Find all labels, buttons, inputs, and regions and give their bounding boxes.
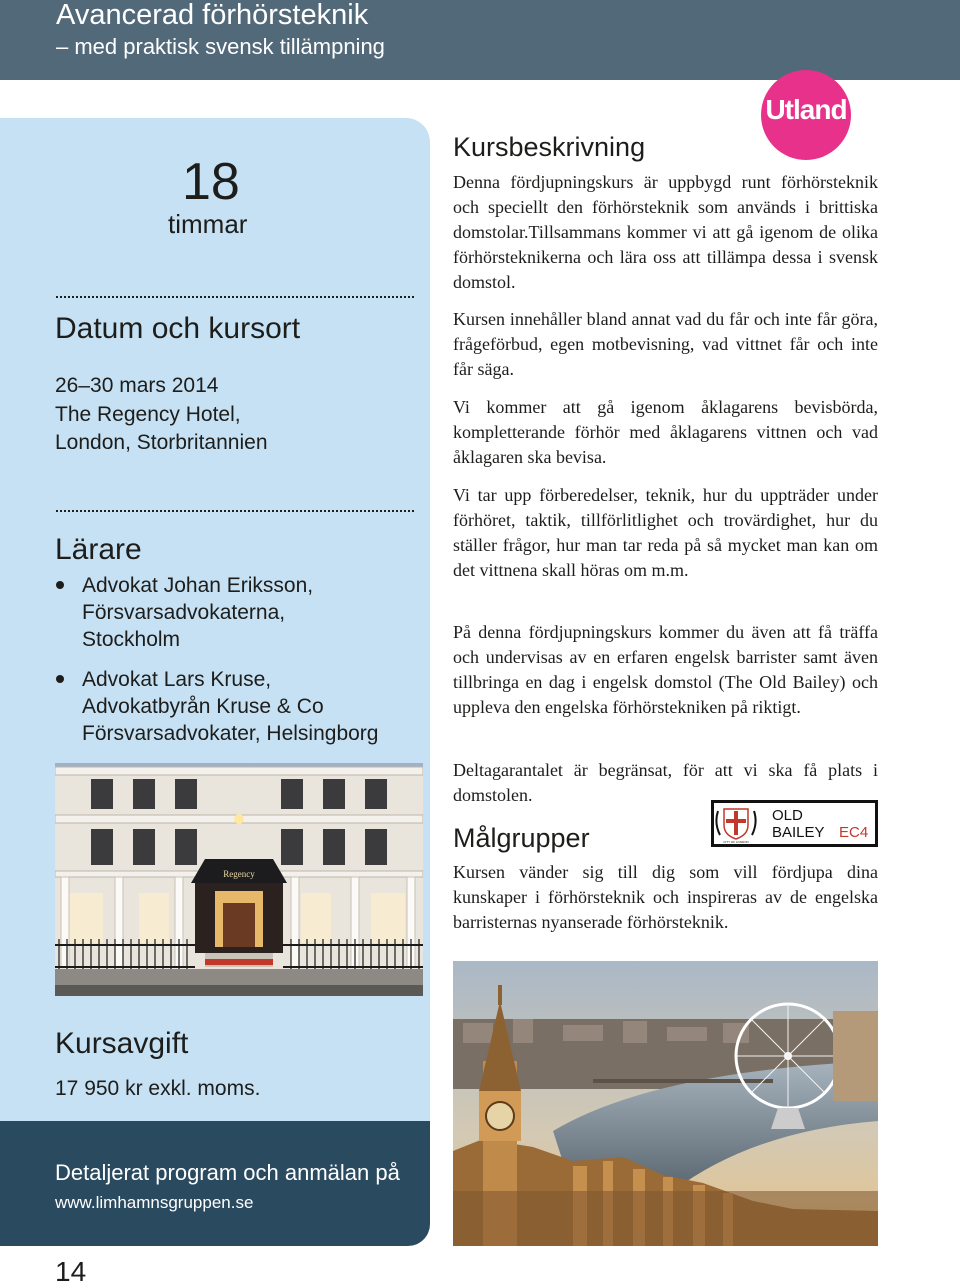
hotel-photo <box>55 763 423 996</box>
crest-label: CITY OF LONDON <box>723 840 749 844</box>
fee-value: 17 950 kr exkl. moms. <box>55 1077 261 1100</box>
description-paragraph: På denna fördjupningskurs kommer du även att få träffa och undervisas av en erfaren engelsk barrister samt även tillbringa en dag i engelsk domstol (The Old Bailey) och uppleva den engelska förhörstekniken på riktigt. <box>453 622 878 717</box>
teacher-line: Försvarsadvokater, Helsingborg <box>82 722 379 745</box>
hotel-sign-text: Regency <box>223 869 255 879</box>
description-paragraph: Deltagarantalet är begränsat, för att vi ska få plats i domstolen. <box>453 760 878 805</box>
teacher-line: Advokatbyrån Kruse & Co <box>82 695 324 718</box>
hours-unit: timmar <box>168 209 248 239</box>
sign-line-2: BAILEY <box>772 824 825 841</box>
location-line: London, Storbritannien <box>55 431 268 454</box>
page-number: 14 <box>55 1256 87 1287</box>
dotted-divider <box>56 510 414 512</box>
date-line: 26–30 mars 2014 <box>55 374 219 397</box>
page-title: Avancerad förhörsteknik <box>56 0 369 31</box>
hours-number: 18 <box>182 153 240 211</box>
description-paragraph: Kursen innehåller bland annat vad du får och inte får göra, frågeförbud, egen motbevisning, vad vittnet får och inte får säga. <box>453 309 878 379</box>
teacher-line: Försvarsadvokaterna, <box>82 601 286 624</box>
teacher-line: Stockholm <box>82 628 181 651</box>
description-paragraph: Vi tar upp förberedelser, teknik, hur du uppträder under förhöret, taktik, tillförlitlighet och trovärdighet, hur du ställer frågor, hur man tar reda på så mycket man kan om det vittnena skall höras om m.m. <box>453 485 878 580</box>
badge-label: Utland <box>765 94 847 125</box>
description-paragraph: Denna fördjupningskurs är uppbygd runt förhörsteknik och speciellt den förhörsteknik som används i brittiska domstolar.Tillsammans kommer vi att gå igenom de olika förhörsteknikerna och lära oss att tillämpa dessa i svensk domstol. <box>453 172 878 292</box>
dotted-divider <box>56 296 414 298</box>
abroad-badge <box>761 70 851 160</box>
london-photo <box>453 961 878 1246</box>
date-heading: Datum och kursort <box>55 312 301 345</box>
teacher-line: Advokat Lars Kruse, <box>82 668 272 691</box>
program-heading: Detaljerat program och anmälan på <box>55 1160 400 1185</box>
sign-postcode: EC4 <box>839 824 869 841</box>
target-paragraph: Kursen vänder sig till dig som vill fördjupa dina kunskaper i förhörsteknik och inspireras av de engelska barristernas nyanserade förhörsteknik. <box>453 862 878 932</box>
teacher-line: Advokat Johan Eriksson, <box>82 574 314 597</box>
target-heading: Målgrupper <box>453 823 590 853</box>
teachers-heading: Lärare <box>55 533 142 566</box>
program-link[interactable]: www.limhamnsgruppen.se <box>55 1193 254 1212</box>
bullet-icon <box>56 675 64 683</box>
description-paragraph: Vi kommer att gå igenom åklagarens bevisbörda, kompletterande förhör med åklagarens vittnen och vad åklagaren ska bevisa. <box>453 397 878 467</box>
fee-heading: Kursavgift <box>55 1027 189 1060</box>
venue-line: The Regency Hotel, <box>55 403 241 426</box>
old-bailey-sign <box>711 800 878 847</box>
page-subtitle: – med praktisk svensk tillämpning <box>56 34 385 59</box>
sign-line-1: OLD <box>772 807 803 824</box>
description-heading: Kursbeskrivning <box>453 132 646 162</box>
header-bar <box>0 0 960 80</box>
bullet-icon <box>56 581 64 589</box>
